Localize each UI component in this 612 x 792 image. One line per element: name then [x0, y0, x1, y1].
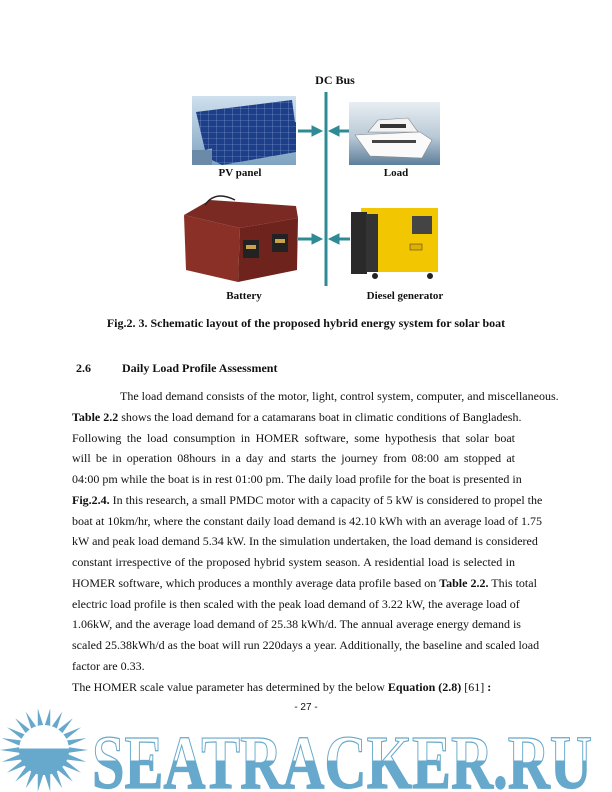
section-heading	[76, 361, 277, 376]
arrow-generator	[329, 234, 350, 244]
paragraph-line	[72, 386, 559, 407]
paragraph-line	[72, 469, 522, 490]
text-run: kW and peak load demand 5.34 kW. In the simulation undertaken, the load demand is considered	[72, 534, 538, 549]
paragraph-line	[72, 428, 515, 449]
text-run: electric load profile is then scaled with the peak load demand of 3.22 kW, the average load of	[72, 596, 520, 611]
arrow-battery	[298, 234, 322, 244]
paragraph-line	[72, 656, 515, 677]
load-label: Load	[383, 167, 409, 179]
text-run: In this research, a small PMDC motor with a capacity of 5 kW is considered to propel the	[109, 492, 543, 507]
section-number: 2.6	[76, 361, 91, 375]
paragraph-line	[72, 490, 543, 511]
pv-panel-label: PV panel	[218, 167, 262, 179]
battery-image	[184, 196, 298, 282]
diesel-generator-label: Diesel generator	[366, 290, 444, 302]
text-run: shows the load demand for a catamarans boat in climatic conditions of Bangladesh.	[118, 409, 522, 424]
sun-logo-icon	[0, 708, 88, 791]
paragraph-line	[72, 531, 538, 552]
sun-ray	[0, 747, 20, 753]
text-run: boat at 10km/hr, where the constant daily load demand is 42.10 kWh with an average load of 1.75	[72, 513, 543, 528]
text-run: 1.06kW, and the average load demand of 25.38 kWh/d. The annual average energy demand is	[72, 617, 521, 632]
diesel-generator-image	[351, 208, 438, 279]
text-run: Following the load consumption in HOMER software, some hypothesis that solar boat	[72, 430, 515, 445]
watermark-text: SEATRACKER.RU	[92, 721, 592, 792]
paragraph-line	[72, 552, 515, 573]
text-run: The HOMER scale value parameter has determined by the below	[72, 679, 388, 694]
bold-reference: Table 2.2	[72, 409, 119, 424]
text-run: The load demand consists of the motor, light, control system, computer, and miscellaneous.	[120, 389, 559, 403]
battery-label: Battery	[226, 290, 262, 302]
arrow-pv	[298, 126, 322, 136]
figure-caption: Fig.2. 3. Schematic layout of the proposed hybrid energy system for solar boat	[106, 316, 506, 330]
sun-ray	[38, 773, 44, 791]
paragraph-line	[72, 635, 540, 656]
sun-ray	[45, 773, 51, 791]
load-boat-image	[349, 102, 440, 165]
pv-panel-image	[192, 96, 296, 165]
sun-ray	[66, 754, 86, 762]
bold-reference: :	[487, 679, 492, 694]
text-run: HOMER software, which produces a monthly average data profile based on	[72, 575, 440, 590]
paragraph-line	[72, 573, 537, 594]
text-run: factor are 0.33.	[72, 658, 145, 673]
text-run: 04:00 pm while the boat is in rest 01:00 pm. The daily load profile for the boat is presented in	[72, 472, 522, 486]
text-run: [61]	[461, 679, 488, 694]
paragraph-line	[72, 407, 522, 428]
text-run: will be in operation 08hours in a day and starts the journey from 08:00 am stopped at	[72, 451, 515, 466]
body-text	[72, 386, 559, 697]
page-number: - 27 -	[294, 702, 318, 713]
sun-ray	[2, 754, 22, 762]
paragraph-line	[72, 448, 515, 469]
bold-reference: Equation (2.8)	[387, 679, 462, 694]
text-run: This total	[488, 575, 537, 590]
sun-ray	[68, 747, 88, 753]
text-run: scaled 25.38kWh/d as the boat will run 220days a year. Additionally, the baseline and scaled load	[72, 638, 540, 652]
text-run: constant irrespective of the proposed hybrid system season. A residential load is selected in	[72, 555, 515, 569]
arrow-load	[329, 126, 350, 136]
paragraph-line	[72, 594, 520, 615]
paragraph-line	[72, 677, 515, 698]
bold-reference: Fig.2.4.	[72, 492, 110, 507]
section-title: Daily Load Profile Assessment	[122, 361, 278, 375]
bold-reference: Table 2.2.	[439, 575, 489, 590]
sun-ray	[2, 738, 22, 746]
paragraph-line	[72, 614, 521, 635]
schematic-diagram	[0, 0, 612, 310]
paragraph-line	[72, 511, 543, 532]
sun-ray	[66, 738, 86, 746]
dc-bus-label: DC Bus	[315, 73, 355, 87]
